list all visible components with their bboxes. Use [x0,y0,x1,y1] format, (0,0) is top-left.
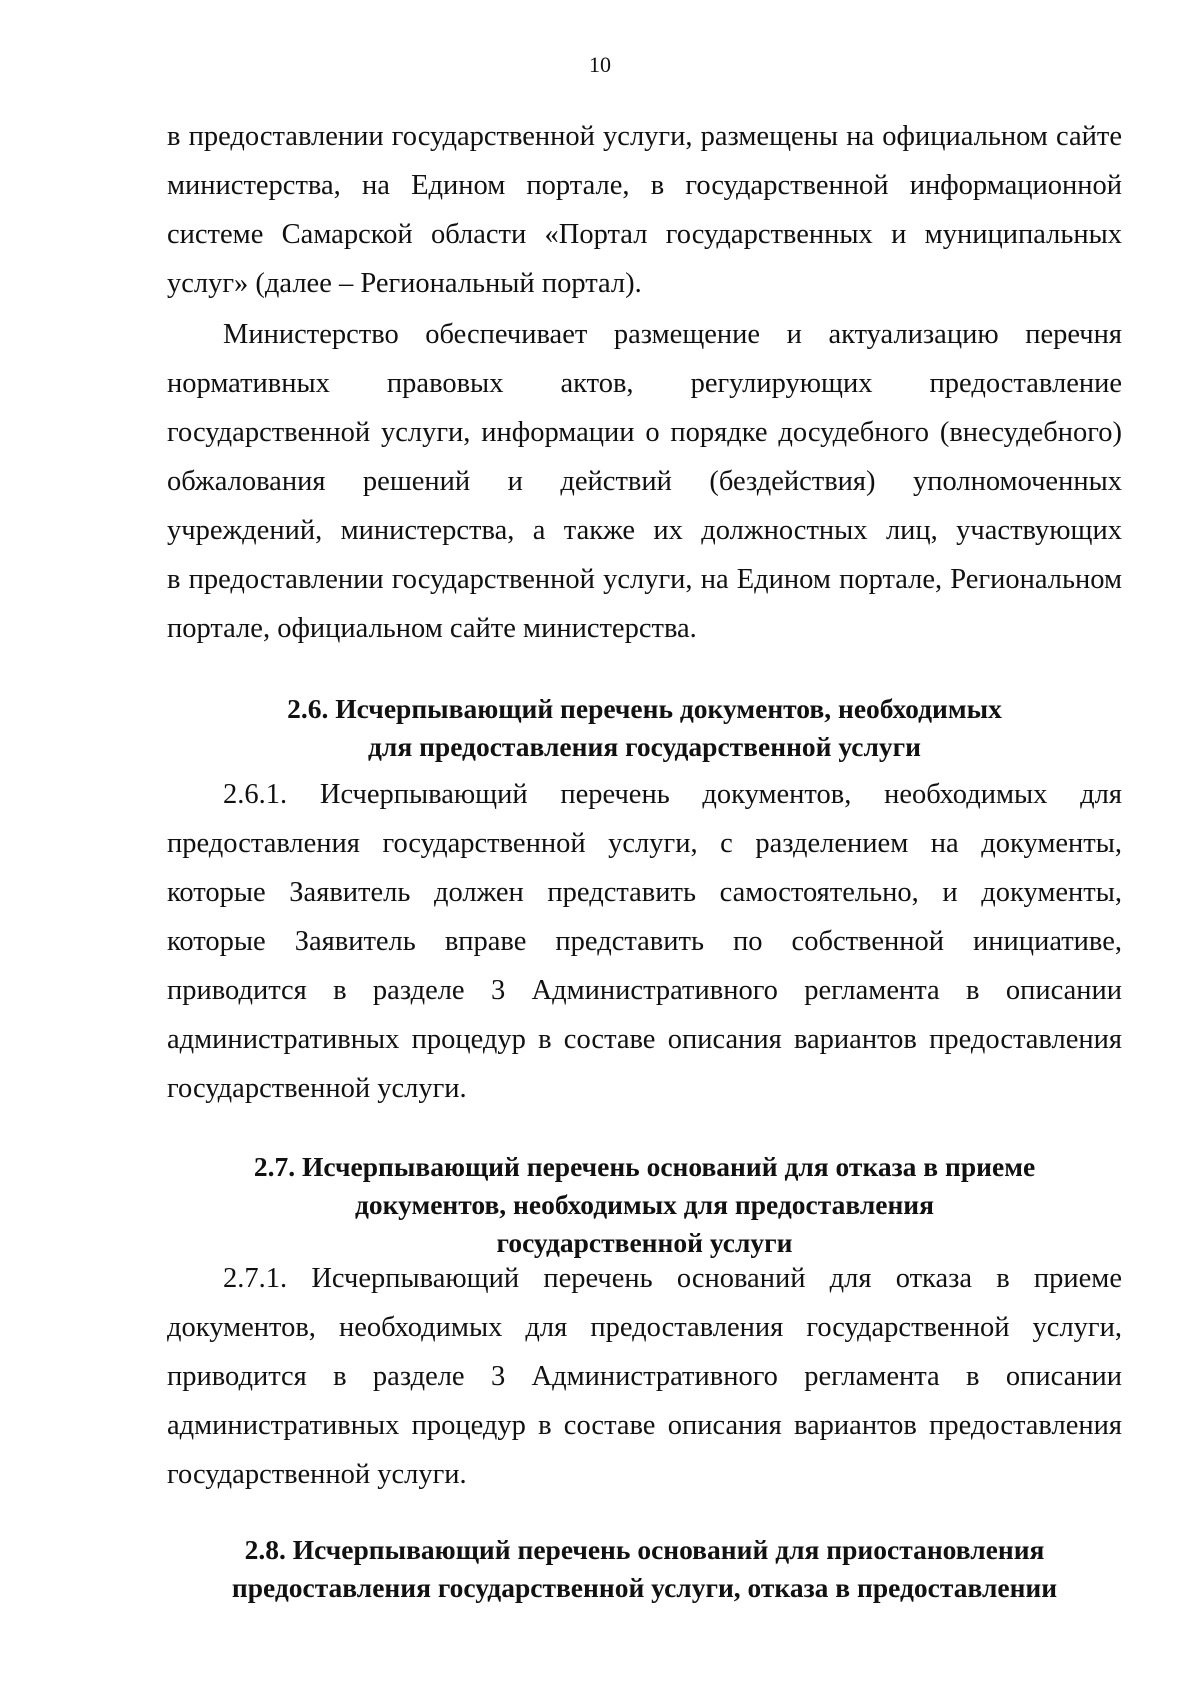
heading-line: предоставления государственной услуги, отказа в предоставлении [231,1572,1058,1603]
heading-line: государственной услуги [496,1227,793,1258]
paragraph-line: которые Заявитель должен представить самостоятельно, и документы, [167,877,1122,908]
heading-line: 2.6. Исчерпывающий перечень документов, необходимых [287,693,1002,724]
paragraph-line: которые Заявитель вправе представить по собственной инициативе, [167,926,1122,957]
paragraph-line: в предоставлении государственной услуги, размещены на официальном сайте [167,121,1122,152]
section-heading-2-7 [167,1148,1122,1262]
paragraph-line: документов, необходимых для предоставления государственной услуги, [167,1312,1122,1343]
section-heading-2-6 [167,690,1122,766]
paragraph-line: 2.7.1. Исчерпывающий перечень оснований для отказа в приеме [223,1263,1122,1294]
paragraph-line: 2.6.1. Исчерпывающий перечень документов, необходимых для [223,779,1122,810]
paragraph-line: учреждений, министерства, а также их должностных лиц, участвующих [167,515,1122,546]
paragraph-ministry-publication [167,310,1122,653]
paragraph-line: Министерство обеспечивает размещение и актуализацию перечня [223,319,1122,350]
paragraph-line: министерства, на Едином портале, в государственной информационной [167,170,1122,201]
heading-line: 2.8. Исчерпывающий перечень оснований для приостановления [244,1534,1045,1565]
paragraph-line: государственной услуги, информации о порядке досудебного (внесудебного) [167,417,1122,448]
paragraph-line: административных процедур в составе описания вариантов предоставления [167,1024,1122,1055]
paragraph-line: приводится в разделе 3 Административного регламента в описании [167,975,1122,1006]
page-number: 10 [589,52,611,77]
heading-line: для предоставления государственной услуги [367,731,922,762]
paragraph-line: нормативных правовых актов, регулирующих предоставление [167,368,1122,399]
paragraph-website-info [167,112,1122,308]
paragraph-line: услуг» (далее – Региональный портал). [167,268,642,299]
section-body-2-7 [167,1254,1122,1499]
paragraph-line: обжалования решений и действий (бездействия) уполномоченных [167,466,1122,497]
paragraph-line: предоставления государственной услуги, с разделением на документы, [167,828,1122,859]
heading-line: 2.7. Исчерпывающий перечень оснований для отказа в приеме [253,1151,1036,1182]
paragraph-line: административных процедур в составе описания вариантов предоставления [167,1410,1122,1441]
paragraph-line: системе Самарской области «Портал государственных и муниципальных [167,219,1122,250]
section-heading-2-8 [167,1531,1122,1607]
heading-line: документов, необходимых для предоставления [354,1189,935,1220]
paragraph-line: портале, официальном сайте министерства. [167,613,697,644]
paragraph-line: государственной услуги. [167,1459,467,1490]
paragraph-line: в предоставлении государственной услуги, на Едином портале, Региональном [167,564,1122,595]
paragraph-line: приводится в разделе 3 Административного регламента в описании [167,1361,1122,1392]
section-body-2-6 [167,770,1122,1113]
paragraph-line: государственной услуги. [167,1073,467,1104]
